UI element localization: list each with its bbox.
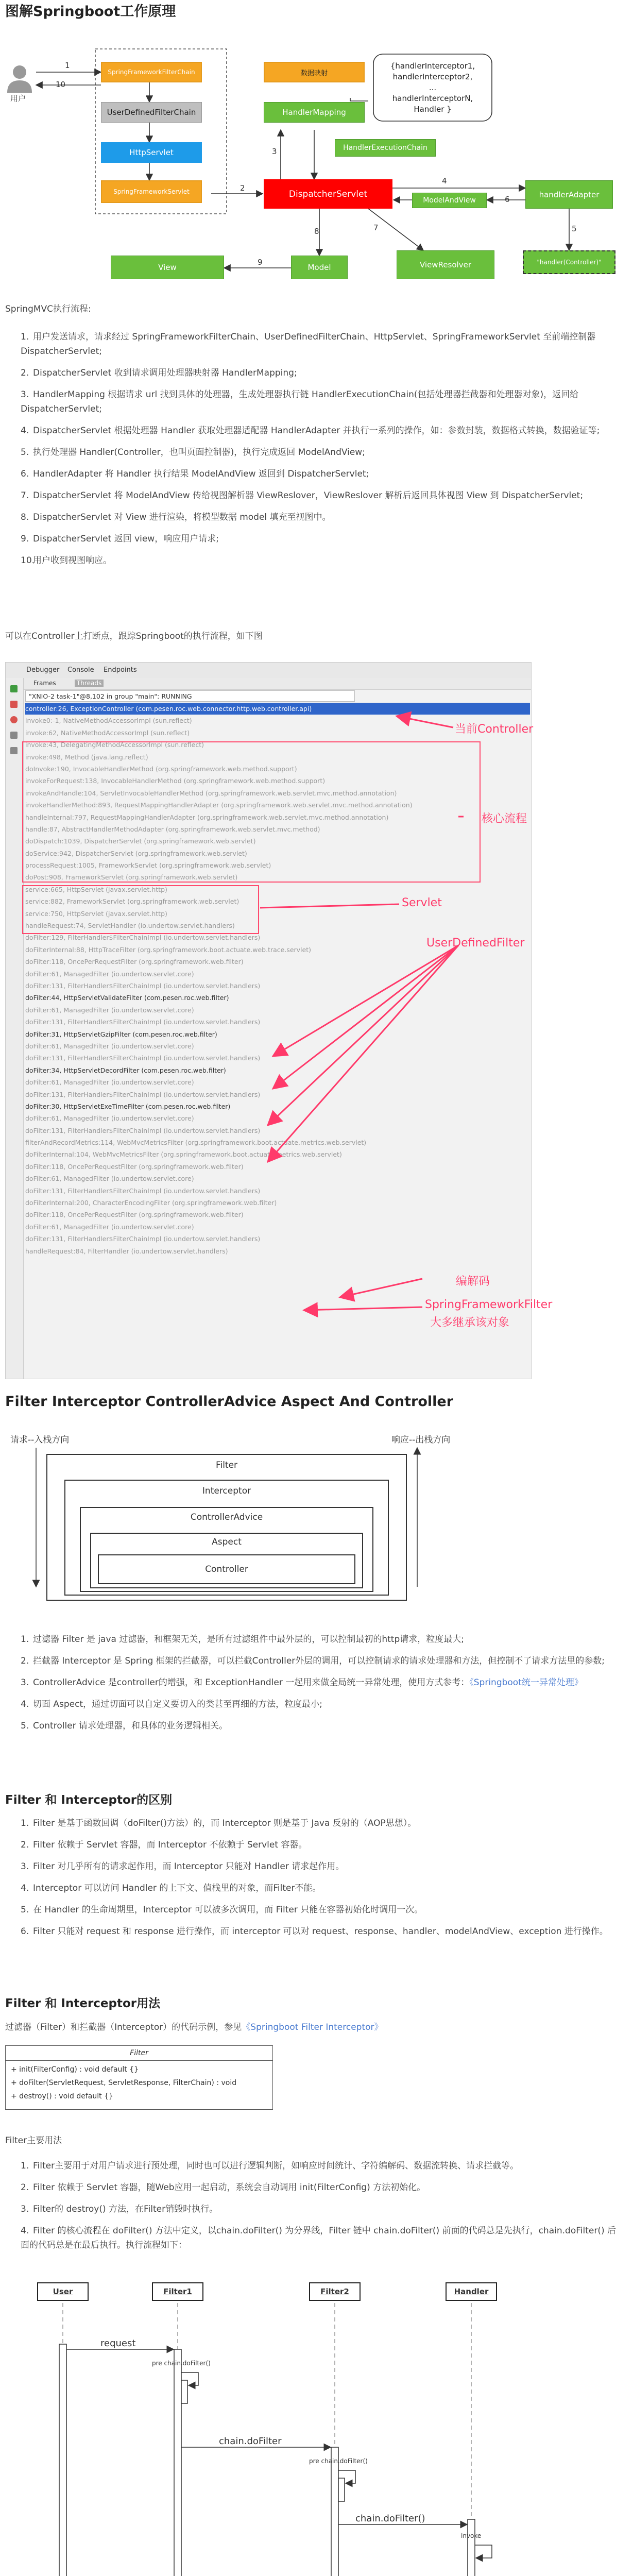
- list-item: 9. DispatcherServlet 返回 view，响应用户请求;: [21, 534, 219, 544]
- list-item: 1. Filter 是基于函数回调（doFilter()方法）的，而 Interceptor 则是基于 Java 反射的（AOP思想）。: [21, 1818, 417, 1828]
- annotation-servlet: Servlet: [402, 896, 442, 909]
- tab-endpoints[interactable]: Endpoints: [104, 666, 137, 674]
- stack-frame[interactable]: doFilter:118, OncePerRequestFilter (org.springframework.web.filter): [25, 958, 244, 966]
- actor-handler: Handler: [446, 2282, 497, 2301]
- list-item: 2. 拦截器 Interceptor 是 Spring 框架的拦截器，可以拦截Controller外层的调用，可以控制请求的请求处理器和方法，但控制不了请求方法里的参数;: [21, 1656, 605, 1666]
- stack-frame[interactable]: controller:26, ExceptionController (com.pesen.roc.web.connector.http.web.controller.api): [25, 703, 530, 715]
- response-direction-label: 响应--出栈方向: [391, 1435, 451, 1445]
- annotation-spring-filter-sub: 大多继承该对象: [430, 1316, 510, 1329]
- stack-frame[interactable]: doFilter:118, OncePerRequestFilter (org.springframework.web.filter): [25, 1211, 244, 1219]
- stack-frame[interactable]: handleRequest:84, FilterHandler (io.undertow.servlet.handlers): [25, 1247, 228, 1255]
- stack-frame[interactable]: doFilter:31, HttpServletGzipFilter (com.pesen.roc.web.filter): [25, 1030, 217, 1038]
- usage-intro: 过滤器（Filter）和拦截器（Interceptor）的代码示例，参见《Springboot Filter Interceptor》: [5, 2022, 383, 2032]
- view-box: View: [111, 256, 224, 279]
- data-mapping-box: 数据映射: [264, 62, 365, 82]
- stack-frame[interactable]: doFilter:131, FilterHandler$FilterChainImpl (io.undertow.servlet.handlers): [25, 1187, 261, 1195]
- list-item: 10.用户收到视图响应。: [21, 555, 112, 566]
- mvc-flow-steps: [21, 330, 623, 575]
- stack-frame[interactable]: doFilter:131, FilterHandler$FilterChainImpl (io.undertow.servlet.handlers): [25, 981, 261, 990]
- stack-frame[interactable]: doFilter:118, OncePerRequestFilter (org.springframework.web.filter): [25, 1162, 244, 1171]
- message-invoke: invoke: [461, 2532, 482, 2539]
- message-pre-chain: pre chain.doFilter(): [309, 2458, 368, 2465]
- flow-arrows: [0, 0, 633, 289]
- stack-frame[interactable]: doInvoke:190, InvocableHandlerMethod (org.springframework.web.method.support): [25, 765, 297, 773]
- springframework-filter-chain-box: SpringFrameworkFilterChain: [101, 62, 202, 82]
- stack-frame[interactable]: doFilter:61, ManagedFilter (io.undertow.servlet.core): [25, 1006, 194, 1014]
- handler-adapter-box: handlerAdapter: [525, 180, 613, 209]
- controller-layer: Controller: [98, 1554, 355, 1584]
- tab-debugger[interactable]: Debugger: [26, 666, 60, 674]
- stack-frame[interactable]: doFilter:61, ManagedFilter (io.undertow.servlet.core): [25, 1114, 194, 1123]
- stack-frame[interactable]: doFilter:61, ManagedFilter (io.undertow.servlet.core): [25, 970, 194, 978]
- stack-frame[interactable]: doFilter:61, ManagedFilter (io.undertow.servlet.core): [25, 1078, 194, 1087]
- stack-frame[interactable]: doService:942, DispatcherServlet (org.springframework.web.servlet): [25, 849, 247, 857]
- handler-execution-chain-box: HandlerExecutionChain: [335, 139, 436, 157]
- list-item: 1. 过滤器 Filter 是 java 过滤器，和框架无关，是所有过滤组件中最外层的，可以控制最初的http请求，粒度最大;: [21, 1634, 464, 1645]
- interceptor-layer: Interceptor: [64, 1480, 389, 1596]
- sequence-lines: [0, 2277, 633, 2576]
- list-item: 7. DispatcherServlet 将 ModelAndView 传给视图解析器 ViewReslover，ViewReslover 解析后返回具体视图 View 到 DispatcherServlet;: [21, 490, 584, 501]
- layer-points: [21, 1632, 623, 1740]
- list-item: 2. DispatcherServlet 收到请求调用处理器映射器 HandlerMapping;: [21, 368, 297, 378]
- annotation-current-controller: 当前Controller: [455, 723, 534, 736]
- stack-frame[interactable]: doFilter:61, ManagedFilter (io.undertow.servlet.core): [25, 1223, 194, 1231]
- annotation-user-defined-filter: UserDefinedFilter: [426, 937, 525, 950]
- stack-frame[interactable]: invoke:62, NativeMethodAccessorImpl (sun.reflect): [25, 728, 190, 737]
- annotation-core-flow: 核心流程: [482, 812, 527, 825]
- ide-intro: 可以在Controller上打断点，跟踪Springboot的执行流程，如下图: [5, 631, 263, 641]
- annotation-arrows: [0, 659, 633, 1381]
- filter-uml-box: Filter + init(FilterConfig) : void default {} + doFilter(ServletRequest, ServletResponse, FilterChain) : void + destroy() : void default {}: [5, 2045, 273, 2110]
- stack-frame[interactable]: doFilter:131, FilterHandler$FilterChainImpl (io.undertow.servlet.handlers): [25, 1054, 261, 1062]
- edge-label: 6: [505, 195, 510, 204]
- handler-mapping-box: HandlerMapping: [264, 102, 365, 123]
- list-item: 4. 切面 Aspect，通过切面可以自定义要切入的类甚至再细的方法，粒度最小;: [21, 1699, 322, 1709]
- stack-frame[interactable]: handleRequest:74, ServletHandler (io.undertow.servlet.handlers): [25, 922, 235, 930]
- list-item: 8. DispatcherServlet 对 View 进行渲染，将模型数据 model 填充至视图中。: [21, 512, 331, 522]
- controller-advice-layer: ControllerAdvice: [80, 1507, 373, 1592]
- message-request: request: [100, 2338, 136, 2349]
- actor-user: User: [37, 2282, 89, 2301]
- list-item: 3. HandlerMapping 根据请求 url 找到具体的处理器，生成处理器执行链 HandlerExecutionChain(包括处理器拦截器和处理器对象)，返回给 DispatcherServlet;: [21, 389, 579, 414]
- stack-frame[interactable]: doFilter:131, FilterHandler$FilterChainImpl (io.undertow.servlet.handlers): [25, 1018, 261, 1026]
- stack-frame[interactable]: service:665, HttpServlet (javax.servlet.http): [25, 885, 167, 893]
- stack-frame[interactable]: invoke:498, Method (java.lang.reflect): [25, 753, 148, 761]
- list-item: 1. 用户发送请求，请求经过 SpringFrameworkFilterChain、UserDefinedFilterChain、HttpServlet、SpringFrameworkServlet 至前端控制器 DispatcherServlet;: [21, 332, 596, 357]
- list-item: 2. Filter 依赖于 Servlet 容器，而 Interceptor 不依赖于 Servlet 容器。: [21, 1840, 307, 1850]
- stack-frame[interactable]: invokeForRequest:138, InvocableHandlerMethod (org.springframework.web.method.support): [25, 777, 326, 785]
- stack-frame[interactable]: doFilter:30, HttpServletExeTimeFilter (com.pesen.roc.web.filter): [25, 1102, 231, 1110]
- list-item: 4. Filter 的核心流程在 doFilter() 方法中定义，以chain.doFilter() 为分界线，Filter 链中 chain.doFilter() 前面的代码总是先执行，chain.doFilter() 后面的代码总是在最后执行。执行流程如下：: [21, 2226, 616, 2250]
- thread-select[interactable]: "XNIO-2 task-1"@8,102 in group "main": RUNNING: [25, 690, 355, 702]
- list-item: 4. Interceptor 可以访问 Handler 的上下文、值栈里的对象，而Filter不能。: [21, 1883, 321, 1893]
- stack-frame[interactable]: invokeAndHandle:104, ServletInvocableHandlerMethod (org.springframework.web.servlet.mvc.method.annotation): [25, 789, 397, 797]
- edge-label: 10: [56, 80, 66, 89]
- tab-threads[interactable]: Threads: [75, 680, 104, 687]
- handler-list: {handlerInterceptor1, handlerInterceptor2, ... handlerInterceptorN, Handler }: [390, 61, 475, 114]
- edge-label: 4: [442, 176, 447, 185]
- list-item: 3. Filter 对几乎所有的请求起作用，而 Interceptor 只能对 Handler 请求起作用。: [21, 1861, 345, 1872]
- exception-handling-link[interactable]: 《Springboot统一异常处理》: [469, 1677, 583, 1688]
- framework-servlet-box: SpringFrameworkServlet: [101, 180, 202, 203]
- stack-frame[interactable]: doPost:908, FrameworkServlet (org.springframework.web.servlet): [25, 873, 238, 882]
- aspect-layer: Aspect: [90, 1533, 363, 1588]
- stack-frame[interactable]: doFilterInternal:104, WebMvcMetricsFilter (org.springframework.boot.actuate.metrics.web.servlet): [25, 1150, 342, 1159]
- tab-console[interactable]: Console: [67, 666, 94, 674]
- annotation-spring-filter: SpringFrameworkFilter: [425, 1298, 553, 1311]
- stack-frame[interactable]: doFilter:129, FilterHandler$FilterChainImpl (io.undertow.servlet.handlers): [25, 934, 261, 942]
- list-item: 4. DispatcherServlet 根据处理器 Handler 获取处理器适配器 HandlerAdapter 并执行一系列的操作，如：参数封装，数据格式转换，数据验证等;: [21, 426, 600, 436]
- edge-label: 5: [572, 224, 577, 233]
- stack-frame[interactable]: invoke0:-1, NativeMethodAccessorImpl (sun.reflect): [25, 717, 192, 725]
- list-item: 3. ControllerAdvice 是controller的增强，和 ExceptionHandler 一起用来做全局统一异常处理，使用方式参考：《Springboot统一异常处理》: [21, 1677, 583, 1688]
- handler-controller-box: "handler(Controller)": [523, 250, 615, 274]
- edge-label: 3: [272, 147, 277, 156]
- list-item: 6. Filter 只能对 request 和 response 进行操作，而 interceptor 可以对 request、response、handler、modelAndView、exception 进行操作。: [21, 1926, 608, 1937]
- user-label: 用户: [10, 94, 26, 103]
- edge-label: 2: [240, 183, 245, 193]
- stack-frame[interactable]: filterAndRecordMetrics:114, WebMvcMetricsFilter (org.springframework.boot.actuate.metrics.web.servlet): [25, 1139, 367, 1147]
- stack-frame[interactable]: handle:87, AbstractHandlerMethodAdapter (org.springframework.web.servlet.mvc.method): [25, 825, 320, 833]
- section-title-usage: Filter 和 Interceptor用法: [5, 1997, 161, 2010]
- message-chain-dofilter-call: chain.doFilter(): [355, 2513, 425, 2524]
- view-resolver-box: ViewResolver: [397, 250, 494, 279]
- section-title-filter-interceptor: Filter Interceptor ControllerAdvice Aspect And Controller: [5, 1394, 454, 1410]
- list-item: 5. 在 Handler 的生命周期里，Interceptor 可以被多次调用，而 Filter 只能在容器初始化时调用一次。: [21, 1905, 423, 1915]
- stack-frame[interactable]: doFilter:44, HttpServletValidateFilter (com.pesen.roc.web.filter): [25, 994, 229, 1002]
- list-item: 3. Filter的 destroy() 方法，在Filter销毁时执行。: [21, 2204, 218, 2214]
- stack-frame[interactable]: service:882, FrameworkServlet (org.springframework.web.servlet): [25, 897, 239, 906]
- filter-usage-title: Filter主要用法: [5, 2136, 62, 2146]
- stack-frame[interactable]: doFilter:61, ManagedFilter (io.undertow.servlet.core): [25, 1042, 194, 1050]
- list-item: 2. Filter 依赖于 Servlet 容器，随Web应用一起启动，系统会自动调用 init(FilterConfig) 方法初始化。: [21, 2182, 426, 2193]
- edge-label: 1: [65, 61, 70, 70]
- list-item: 5. Controller 请求处理器，和具体的业务逻辑相关。: [21, 1721, 228, 1731]
- actor-filter2: Filter2: [309, 2282, 361, 2301]
- stack-frame[interactable]: doFilterInternal:88, HttpTraceFilter (org.springframework.boot.actuate.web.trace.servlet): [25, 945, 311, 954]
- list-item: 6. HandlerAdapter 将 Handler 执行结果 ModelAndView 返回到 DispatcherServlet;: [21, 469, 369, 479]
- stack-frame[interactable]: handleInternal:797, RequestMappingHandlerAdapter (org.springframework.web.servlet.mvc.method.annotation): [25, 813, 389, 821]
- list-item: 5. 执行处理器 Handler(Controller，也叫页面控制器)，执行完成返回 ModelAndView;: [21, 447, 365, 457]
- difference-points: [21, 1816, 623, 1946]
- dispatcher-servlet-box: DispatcherServlet: [264, 179, 392, 209]
- user-defined-filter-chain-box: UserDefinedFilterChain: [101, 102, 202, 123]
- filter-usage-points: [21, 2159, 623, 2260]
- model-box: Model: [291, 256, 348, 279]
- filter-interceptor-link[interactable]: 《Springboot Filter Interceptor》: [242, 2022, 383, 2032]
- section-title-difference: Filter 和 Interceptor的区别: [5, 1793, 173, 1807]
- mvc-flow-intro: SpringMVC执行流程:: [5, 304, 91, 314]
- edge-label: 7: [373, 223, 379, 232]
- annotation-encoding: 编解码: [456, 1275, 490, 1288]
- stack-frame[interactable]: doDispatch:1039, DispatcherServlet (org.springframework.web.servlet): [25, 837, 256, 845]
- list-item: 1. Filter主要用于对用户请求进行预处理，同时也可以进行逻辑判断，如响应时间统计、字符编解码、数据流转换、请求拦截等。: [21, 2161, 519, 2171]
- message-chain-dofilter: chain.doFilter: [219, 2436, 282, 2447]
- message-pre-chain: pre chain.doFilter(): [152, 2360, 211, 2367]
- stack-frame[interactable]: doFilter:34, HttpServletDecordFilter (com.pesen.roc.web.filter): [25, 1066, 226, 1074]
- stack-frame[interactable]: doFilter:61, ManagedFilter (io.undertow.servlet.core): [25, 1175, 194, 1183]
- edge-label: 9: [258, 258, 263, 267]
- filter-layer: Filter: [46, 1454, 407, 1601]
- edge-label: 8: [314, 227, 319, 236]
- model-and-view-box: ModelAndView: [412, 193, 487, 208]
- request-direction-label: 请求--入栈方向: [10, 1435, 70, 1445]
- stack-frame[interactable]: invoke:43, DelegatingMethodAccessorImpl (sun.reflect): [25, 741, 204, 749]
- tab-frames[interactable]: Frames: [33, 680, 56, 687]
- stack-frame[interactable]: processRequest:1005, FrameworkServlet (org.springframework.web.servlet): [25, 861, 271, 870]
- actor-filter1: Filter1: [152, 2282, 203, 2301]
- stack-frame[interactable]: service:750, HttpServlet (javax.servlet.http): [25, 909, 167, 918]
- stack-frame[interactable]: doFilter:131, FilterHandler$FilterChainImpl (io.undertow.servlet.handlers): [25, 1126, 261, 1134]
- stack-frame[interactable]: invokeHandlerMethod:893, RequestMappingHandlerAdapter (org.springframework.web.servlet.mvc.method.annotation): [25, 801, 413, 809]
- stack-frame[interactable]: doFilter:131, FilterHandler$FilterChainImpl (io.undertow.servlet.handlers): [25, 1235, 261, 1243]
- stack-frame[interactable]: doFilter:131, FilterHandler$FilterChainImpl (io.undertow.servlet.handlers): [25, 1090, 261, 1098]
- http-servlet-box: HttpServlet: [101, 142, 202, 163]
- page-title: 图解Springboot工作原理: [5, 4, 176, 20]
- stack-frame[interactable]: doFilterInternal:200, CharacterEncodingFilter (org.springframework.web.filter): [25, 1199, 277, 1207]
